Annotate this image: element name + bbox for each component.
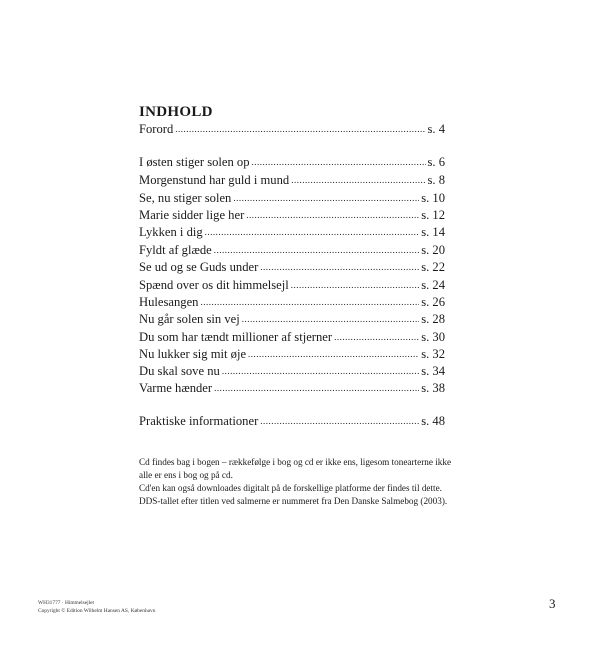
toc-title: Se ud og se Guds under [139, 260, 259, 274]
toc-title: Varme hænder [139, 381, 213, 395]
toc-title: Forord [139, 122, 174, 136]
toc-entry [139, 243, 445, 261]
toc-title: Marie sidder lige her [139, 208, 245, 222]
toc-page: s. 14 [421, 225, 445, 239]
toc-page: s. 30 [421, 330, 445, 344]
footer-line: WH31777 · Himmelsejlet [38, 600, 94, 606]
copyright-footer [38, 600, 155, 615]
toc-entry [139, 295, 445, 313]
toc-entry [139, 191, 445, 209]
notes-block [139, 456, 459, 508]
toc-entry [139, 364, 445, 382]
toc-page: s. 20 [421, 243, 445, 257]
dot-leader [222, 366, 419, 376]
toc-entry [139, 278, 445, 296]
toc-page: s. 34 [421, 364, 445, 378]
dot-leader [214, 383, 419, 393]
toc-title: Du skal sove nu [139, 364, 220, 378]
note-paragraph: DDS-tallet efter titlen ved salmerne er nummeret fra Den Danske Salmebog (2003). [139, 496, 448, 506]
page-number: 3 [549, 596, 556, 611]
dot-leader [205, 227, 420, 237]
toc-entry [139, 173, 445, 191]
toc-entry [139, 225, 445, 243]
footer-line: Copyright © Edition Wilhelm Hansen AS, København [38, 607, 156, 614]
toc-title: Nu går solen sin vej [139, 312, 240, 326]
toc-page: s. 26 [421, 295, 445, 309]
toc-page: s. 8 [427, 173, 445, 187]
dot-leader [291, 175, 425, 185]
note-paragraph: Cd'en kan også downloades digitalt på de forskellige platforme der findes til dette. [139, 483, 442, 493]
toc-entry [139, 330, 445, 348]
toc-entry [139, 260, 445, 278]
toc-title: Lykken i dig [139, 225, 203, 239]
toc-title: Fyldt af glæde [139, 243, 212, 257]
dot-leader [242, 314, 419, 324]
toc-title: Se, nu stiger solen [139, 191, 232, 205]
dot-leader [248, 349, 419, 359]
toc-entry [139, 347, 445, 365]
dot-leader [252, 157, 426, 167]
toc-title: I østen stiger solen op [139, 155, 250, 169]
toc-page: s. 32 [421, 347, 445, 361]
toc-heading: INDHOLD [139, 104, 213, 120]
toc-page: s. 38 [421, 381, 445, 395]
toc-entry [139, 122, 445, 140]
dot-leader [334, 332, 419, 342]
toc-entry [139, 312, 445, 330]
toc-page: s. 28 [421, 312, 445, 326]
toc-page: s. 12 [421, 208, 445, 222]
note-paragraph: Cd findes bag i bogen – rækkefølge i bog og cd er ikke ens, ligesom tonearterne ikke alle er ens i bog og på cd. [139, 457, 452, 480]
toc-entry [139, 414, 445, 432]
toc-title: Du som har tændt millioner af stjerner [139, 330, 333, 344]
toc-page: s. 10 [421, 191, 445, 205]
toc-title: Hulesangen [139, 295, 199, 309]
dot-leader [291, 280, 419, 290]
dot-leader [233, 193, 419, 203]
toc-title: Praktiske informationer [139, 414, 259, 428]
toc-page: s. 6 [427, 155, 445, 169]
dot-leader [260, 416, 419, 426]
toc-entry [139, 155, 445, 173]
toc-title: Nu lukker sig mit øje [139, 347, 247, 361]
dot-leader [246, 210, 419, 220]
toc-title: Spænd over os dit himmelsejl [139, 278, 289, 292]
dot-leader [175, 124, 425, 134]
dot-leader [214, 245, 419, 255]
toc-page: s. 48 [421, 414, 445, 428]
toc-page: s. 22 [421, 260, 445, 274]
dot-leader [200, 297, 419, 307]
toc-title: Morgenstund har guld i mund [139, 173, 290, 187]
toc-entry [139, 208, 445, 226]
toc-page: s. 24 [421, 278, 445, 292]
toc-page: s. 4 [427, 122, 445, 136]
dot-leader [260, 262, 419, 272]
toc-entry [139, 381, 445, 399]
